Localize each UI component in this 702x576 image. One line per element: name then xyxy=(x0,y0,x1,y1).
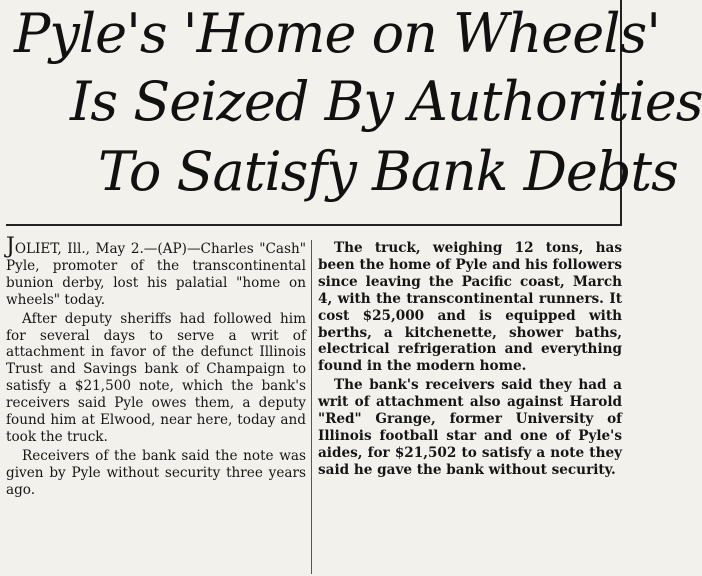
article-paragraph: The truck, weighing 12 tons, has been the home of Pyle and his followers since leaving the Pacific coast, March 4, with the transcontinental runners. It cost $25,000 and is equipped with berths, a kitchenette, shower baths, electrical refrigeration and everything found in the modern home. xyxy=(318,240,622,375)
article-paragraph: After deputy sheriffs had followed him for several days to serve a writ of attachment in favor of the defunct Illinois Trust and Savings bank of Champaign to satisfy a $21,500 note, which the bank's receivers said Pyle owes them, a deputy found him at Elwood, near here, today and took the truck. xyxy=(6,310,306,445)
headline-block xyxy=(6,0,702,226)
article-column-left xyxy=(6,234,306,574)
headline-line-1: Pyle's 'Home on Wheels' xyxy=(14,2,661,65)
article-paragraph: Receivers of the bank said the note was given by Pyle without security three years ago. xyxy=(6,447,306,498)
article-paragraph: The bank's receivers said they had a writ of attachment also against Harold "Red" Grange, former University of Illinois football star and one of Pyle's aides, for $21,502 to satisfy a note they said he gave the bank without security. xyxy=(318,377,622,478)
article-paragraph xyxy=(6,234,306,309)
drop-cap: J xyxy=(6,234,15,259)
headline-line-3: To Satisfy Bank Debts xyxy=(98,140,678,203)
headline-line-2: Is Seized By Authorities xyxy=(70,70,702,133)
article-column-right xyxy=(318,240,622,574)
paragraph-text: OLIET, Ill., May 2.—(AP)—Charles "Cash" Pyle, promoter of the transcontinental bunion derby, lost his palatial "home on wheels" today. xyxy=(6,241,306,308)
column-divider xyxy=(311,240,312,574)
